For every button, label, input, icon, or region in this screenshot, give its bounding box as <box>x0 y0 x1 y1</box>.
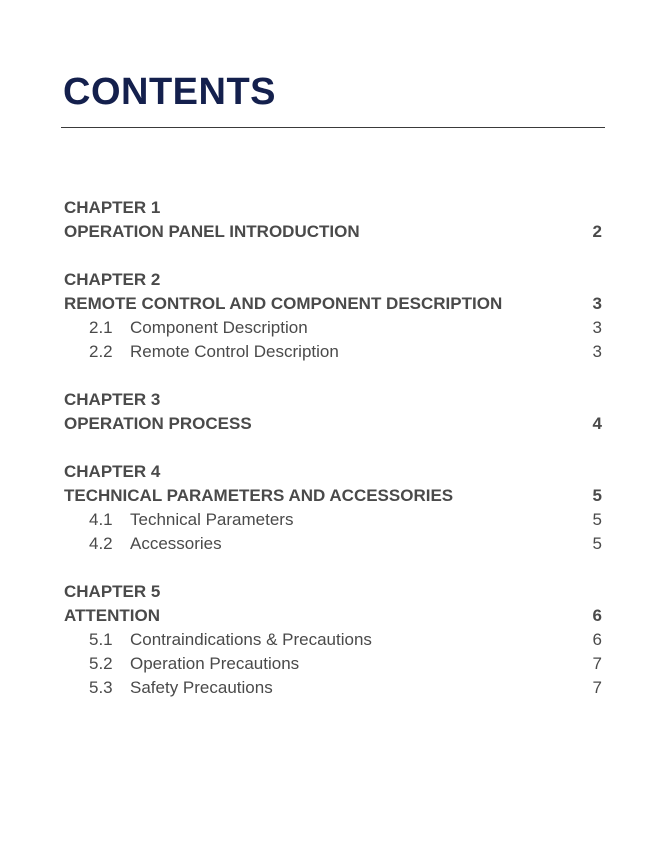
section-entry[interactable] <box>64 508 602 532</box>
section-entry[interactable] <box>64 340 602 364</box>
page-number: 6 <box>592 630 602 649</box>
section-title: Safety Precautions <box>130 678 273 697</box>
page-number: 2 <box>592 222 602 241</box>
section-number: 4.2 <box>89 534 113 553</box>
page-number: 5 <box>592 486 602 505</box>
section-number: 2.2 <box>89 342 113 361</box>
chapter-5 <box>64 580 602 700</box>
section-number: 2.1 <box>89 318 113 337</box>
page-number: 4 <box>592 414 602 433</box>
chapter-1 <box>64 196 602 244</box>
section-number: 4.1 <box>89 510 113 529</box>
section-title: Accessories <box>130 534 222 553</box>
section-entry[interactable] <box>64 316 602 340</box>
chapter-title: ATTENTION <box>64 606 161 625</box>
chapter-entry[interactable] <box>64 412 602 436</box>
chapter-entry[interactable] <box>64 604 602 628</box>
section-title: Remote Control Description <box>130 342 339 361</box>
chapter-label: CHAPTER 2 <box>64 270 161 289</box>
chapter-title: OPERATION PANEL INTRODUCTION <box>64 222 360 241</box>
title-divider <box>61 127 605 128</box>
page-title: CONTENTS <box>63 71 276 113</box>
chapter-title: REMOTE CONTROL AND COMPONENT DESCRIPTION <box>64 294 503 313</box>
page-number: 3 <box>592 294 602 313</box>
chapter-2 <box>64 268 602 364</box>
section-title: Component Description <box>130 318 308 337</box>
chapter-label: CHAPTER 4 <box>64 462 161 481</box>
page-number: 5 <box>592 510 602 529</box>
section-entry[interactable] <box>64 676 602 700</box>
chapter-title: TECHNICAL PARAMETERS AND ACCESSORIES <box>64 486 454 505</box>
section-title: Operation Precautions <box>130 654 300 673</box>
page-number: 3 <box>592 342 602 361</box>
page-number: 6 <box>592 606 602 625</box>
chapter-label: CHAPTER 3 <box>64 390 161 409</box>
section-entry[interactable] <box>64 652 602 676</box>
chapter-title: OPERATION PROCESS <box>64 414 252 433</box>
section-title: Contraindications & Precautions <box>130 630 372 649</box>
chapter-label: CHAPTER 5 <box>64 582 161 601</box>
chapter-entry[interactable] <box>64 484 602 508</box>
section-number: 5.2 <box>89 654 113 673</box>
chapter-3 <box>64 388 602 436</box>
section-entry[interactable] <box>64 532 602 556</box>
chapter-entry[interactable] <box>64 292 602 316</box>
chapter-label: CHAPTER 1 <box>64 198 161 217</box>
chapter-entry[interactable] <box>64 220 602 244</box>
section-title: Technical Parameters <box>130 510 294 529</box>
table-of-contents <box>64 196 602 724</box>
chapter-4 <box>64 460 602 556</box>
section-entry[interactable] <box>64 628 602 652</box>
page-number: 7 <box>592 654 602 673</box>
page-number: 3 <box>592 318 602 337</box>
section-number: 5.3 <box>89 678 113 697</box>
page-number: 5 <box>592 534 602 553</box>
page-number: 7 <box>592 678 602 697</box>
section-number: 5.1 <box>89 630 113 649</box>
